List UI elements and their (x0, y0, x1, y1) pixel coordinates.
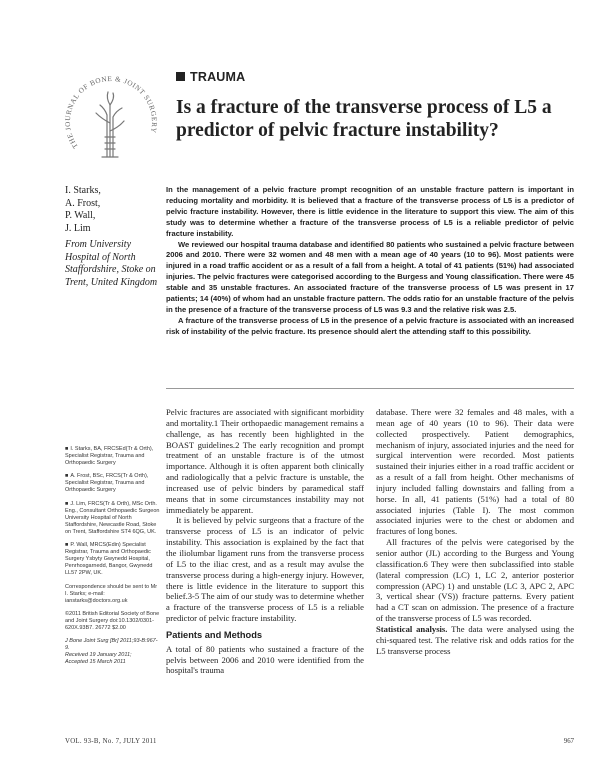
body-paragraph (376, 624, 574, 657)
author-note: ■ J. Lim, FRCS(Tr & Orth), MSc Orth. Eng., Consultant Orthopaedic Surgeon University Hospital of North Staffordshire, Newcastle Road, Stoke on Trent, Staffordshire ST4 6QG, UK. (65, 500, 160, 535)
body-paragraph: All fractures of the pelvis were categorised by the senior author (JL) according to the Burgess and Young classification.6 They were then subclassified into stable (lateral compression (LC) 1, LC 2, anterior posterior compression (APC) 1) and unstable (LC 3, APC 2, APC 3, vertical shear (VS)) fracture patterns. Every patient had a CT scan on admission. The presence of a fracture of the transverse process of L5 was recorded. (376, 537, 574, 624)
copyright-notice: ©2011 British Editorial Society of Bone and Joint Surgery doi:10.1302/0301-620X.93B7. 26772 $2.00 (65, 610, 160, 631)
body-paragraph: A total of 80 patients who sustained a fracture of the pelvis between 2006 and 2010 were identified from the hospital's trauma (166, 643, 364, 676)
section-square-icon (176, 72, 185, 81)
author-note: ■ P. Wall, MRCS(Edin) Specialist Registrar, Trauma and Orthopaedic Surgery Ysbyty Gwynedd Hospital, Penrhosgarnedd, Bangor, Gwynedd LL57 2PW, UK. (65, 542, 153, 577)
footer-volume: VOL. 93-B, No. 7, JULY 2011 (65, 738, 157, 745)
abstract-paragraph: We reviewed our hospital trauma database and identified 80 patients who sustained a pelvic fracture between 2006 and 2010. There were 32 women and 48 men with a mean age of 40 years (10 to 96). Most patients were injured in a road traffic accident or as a result of a fall from a height. A total of 41 patients (51%) had associated injuries. The pelvic fractures were categorised according to the Burgess and Young classification. There were 45 stable and 35 unstable fractures. An associated fracture of the transverse process of L5 was present in 17 patients; 14 (40%) of whom had an unstable fracture pattern. The odds ratio for an unstable fracture of the pelvis in the presence of a fracture of the transverse process of L5 was 9.3 and the relative risk was 2.5. (166, 239, 574, 314)
author-list (65, 185, 101, 235)
statistics-text: The data were analysed using the chi-squared test. The relative risk and odds ratios for the L5 transverse process (376, 623, 575, 656)
author-name: P. Wall, (65, 210, 96, 221)
author-note: ■ A. Frost, BSc, FRCS(Tr & Orth), Specialist Registrar, Trauma and Orthopaedic Surgery (65, 473, 149, 494)
statistics-run-in-heading: Statistical analysis. (376, 623, 448, 634)
abstract-paragraph: In the management of a pelvic fracture prompt recognition of an unstable fracture pattern is important in reducing mortality and morbidity. It is believed that a fracture of the transverse process of L5 is a predictor of pelvic fracture instability. However, there is little evidence in the literature to support this view. The aim of this study was to determine whether a fracture of the transverse process of L5 is a reliable predictor of pelvic fracture instability. (166, 185, 574, 238)
journal-logo-graphic (58, 65, 162, 169)
author-notes (65, 446, 160, 672)
body-paragraph: Pelvic fractures are associated with significant morbidity and mortality.1 Their orthopaedic management remains a challenge, as has recently been highlighted in the BOAST guidelines.2 The early recognition and prompt treatment of an unstable fracture is of the utmost importance. Although it is often apparent both clinically and radiologically that a pelvic fracture is unstable, the increased use of pelvic binders by paramedical staff means that in some circumstances instability may not immediately be apparent. (166, 407, 364, 515)
body-paragraph: It is believed by pelvic surgeons that a fracture of the transverse process of L5 is an indicator of pelvic instability. This association is explained by the fact that the iliolumbar ligament runs from the transverse process of L5 to the iliac crest, and as a result may avulse the transverse process during a high-energy injury. However, there is little evidence in the literature to support this belief.3-5 The aim of our study was to determine whether a fracture of the transverse process of L5 is a reliable predictor of pelvic fracture instability. (166, 515, 364, 624)
citation-journal: J Bone Joint Surg [Br] 2011;93-B:967-9. (65, 638, 158, 652)
body-column-left (166, 407, 364, 676)
author-name: I. Starks, (65, 185, 101, 196)
article-title: Is a fracture of the transverse process of L5 a predictor of pelvic fracture instability? (176, 97, 552, 141)
methods-heading: Patients and Methods (166, 629, 263, 640)
body-paragraph: database. There were 32 females and 48 males, with a mean age of 40 years (10 to 96). Their data were collected prospectively. Patient demographics, mechanism of injury, associated injuries and the need for surgical intervention were recorded. Most patients sustained their injuries either in a road traffic accident or as a result of a fall from height. Other mechanisms of injury included falling downstairs and falling from a horse. In all, 41 patients (51%) had a total of 80 associated injuries (Table I). The most common associated injuries were to the chest or abdomen and fractures of long bones. (376, 407, 574, 537)
journal-logo (58, 65, 162, 169)
author-name: J. Lim (65, 222, 91, 234)
abstract (166, 185, 574, 338)
section-label (176, 70, 245, 84)
author-note: ■ I. Starks, BA, FRCSEd(Tr & Orth), Specialist Registrar, Trauma and Orthopaedic Surgery (65, 446, 154, 467)
section-text: TRAUMA (190, 70, 246, 84)
body-column-right (376, 407, 574, 656)
abstract-divider (166, 388, 574, 389)
abstract-paragraph: A fracture of the transverse process of L5 in the presence of a pelvic fracture is associated with an increased risk of instability of the pelvic fracture. Its presence should alert the attending staff to this possibility. (166, 315, 574, 336)
page-number: 967 (563, 738, 574, 745)
affiliation: From University Hospital of North Staffordshire, Stoke on Trent, United Kingdom (65, 239, 158, 288)
author-name: A. Frost, (65, 197, 101, 209)
citation-info (65, 638, 160, 666)
citation-received: Received 19 January 2011; (65, 652, 132, 659)
journal-logo-arc-text: THE JOURNAL OF BONE & JOINT SURGERY (63, 74, 159, 150)
correspondence: Correspondence should be sent to Mr I. Starks; e-mail: ianstarks@doctors.org.uk (65, 583, 158, 604)
svg-text:THE JOURNAL OF BONE & JOINT SU (64, 75, 158, 150)
citation-accepted: Accepted 15 March 2011 (65, 659, 126, 666)
